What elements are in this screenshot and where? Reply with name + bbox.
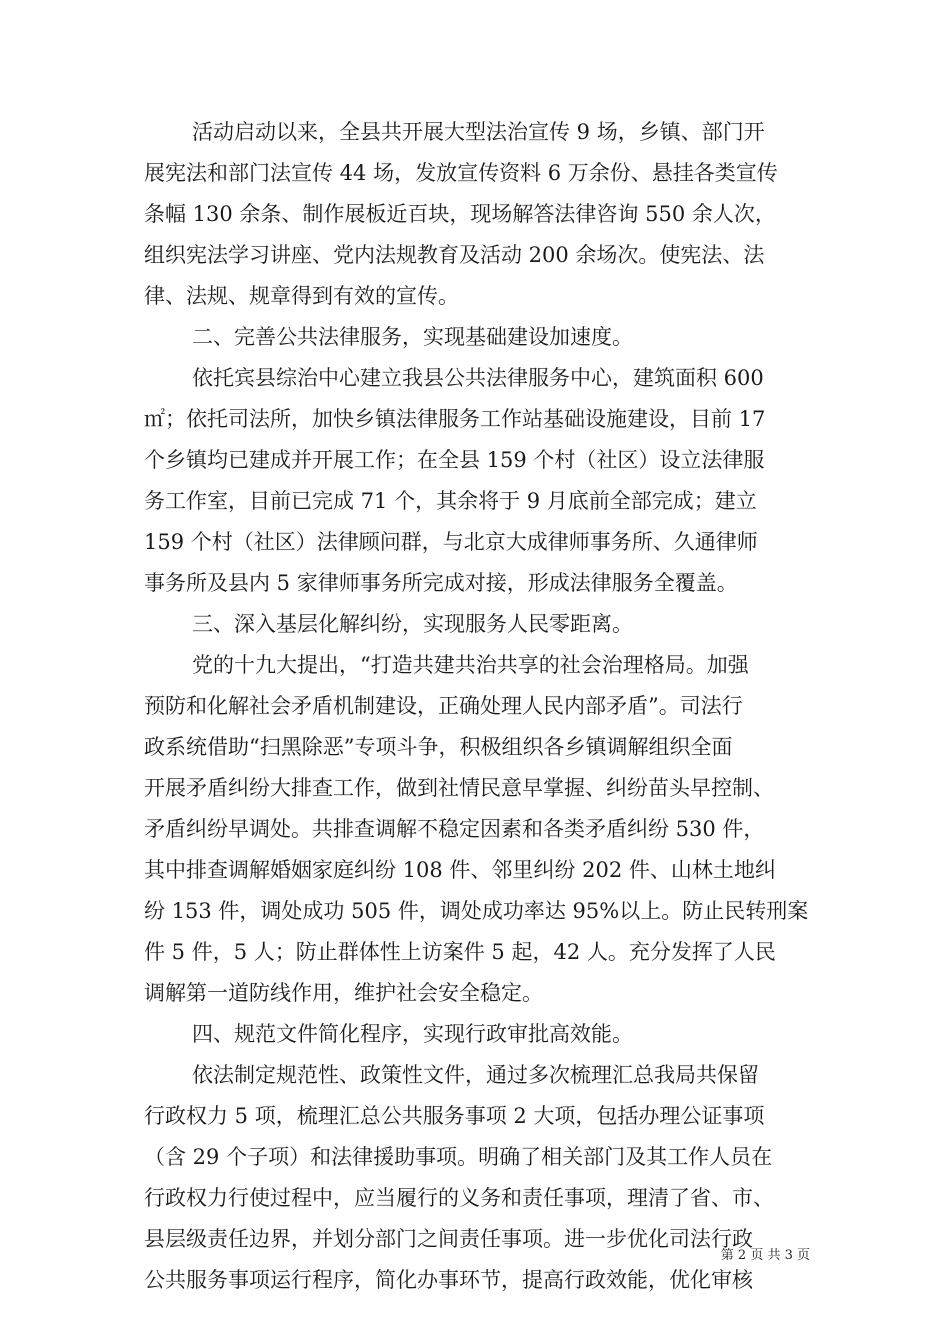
section-heading: 三、深入基层化解纠纷，实现服务人民零距离。 — [192, 612, 633, 636]
paragraph-line: 事务所及县内 5 家律师事务所完成对接，形成法律服务全覆盖。 — [144, 571, 738, 595]
paragraph-line: 件 5 件，5 人；防止群体性上访案件 5 起，42 人。充分发挥了人民 — [144, 940, 776, 964]
paragraph-line: 个乡镇均已建成并开展工作；在全县 159 个村（社区）设立法律服 — [144, 448, 765, 472]
paragraph-line: 行政权力 5 项，梳理汇总公共服务事项 2 大项，包括办理公证事项 — [144, 1104, 765, 1128]
paragraph-line: ㎡；依托司法所，加快乡镇法律服务工作站基础设施建设，目前 17 — [144, 407, 766, 431]
paragraph-line: 条幅 130 余条、制作展板近百块，现场解答法律咨询 550 余人次， — [144, 202, 776, 226]
paragraph-line: 调解第一道防线作用，维护社会安全稳定。 — [144, 981, 543, 1005]
paragraph-line: 公共服务事项运行程序，简化办事环节，提高行政效能，优化审核 — [144, 1268, 753, 1292]
paragraph-line: 律、法规、规章得到有效的宣传。 — [144, 284, 459, 308]
paragraph-line: 依法制定规范性、政策性文件，通过多次梳理汇总我局共保留 — [192, 1063, 759, 1087]
paragraph-line: 纷 153 件，调处成功 505 件，调处成功率达 95%以上。防止民转刑案 — [144, 899, 809, 923]
section-heading: 二、完善公共法律服务，实现基础建设加速度。 — [192, 325, 633, 349]
paragraph-line: 党的十九大提出，“打造共建共治共享的社会治理格局。加强 — [192, 653, 749, 677]
paragraph-line: 行政权力行使过程中，应当履行的义务和责任事项，理清了省、市、 — [144, 1186, 774, 1210]
paragraph-line: 务工作室，目前已完成 71 个，其余将于 9 月底前全部完成；建立 — [144, 489, 757, 513]
paragraph-line: 县层级责任边界，并划分部门之间责任事项。进一步优化司法行政 — [144, 1227, 753, 1251]
paragraph-line: 组织宪法学习讲座、党内法规教育及活动 200 余场次。使宪法、法 — [144, 243, 765, 267]
paragraph-line: 依托宾县综治中心建立我县公共法律服务中心，建筑面积 600 — [192, 366, 764, 390]
paragraph-line: 159 个村（社区）法律顾问群，与北京大成律师事务所、久通律师 — [144, 530, 758, 554]
paragraph-line: （含 29 个子项）和法律援助事项。明确了相关部门及其工作人员在 — [144, 1145, 773, 1169]
paragraph-line: 展宪法和部门法宣传 44 场，发放宣传资料 6 万余份、悬挂各类宣传 — [144, 161, 778, 185]
paragraph-line: 预防和化解社会矛盾机制建设，正确处理人民内部矛盾”。司法行 — [144, 694, 743, 718]
paragraph-line: 其中排查调解婚姻家庭纠纷 108 件、邻里纠纷 202 件、山林土地纠 — [144, 858, 776, 882]
paragraph-line: 开展矛盾纠纷大排查工作，做到社情民意早掌握、纠纷苗头早控制、 — [144, 776, 774, 800]
page-number: 第 2 页 共 3 页 — [720, 1248, 810, 1263]
section-heading: 四、规范文件简化程序，实现行政审批高效能。 — [192, 1022, 633, 1046]
paragraph-line: 活动启动以来，全县共开展大型法治宣传 9 场，乡镇、部门开 — [192, 120, 765, 144]
paragraph-line: 矛盾纠纷早调处。共排查调解不稳定因素和各类矛盾纠纷 530 件， — [144, 817, 765, 841]
paragraph-line: 政系统借助“扫黑除恶”专项斗争，积极组织各乡镇调解组织全面 — [144, 735, 733, 759]
